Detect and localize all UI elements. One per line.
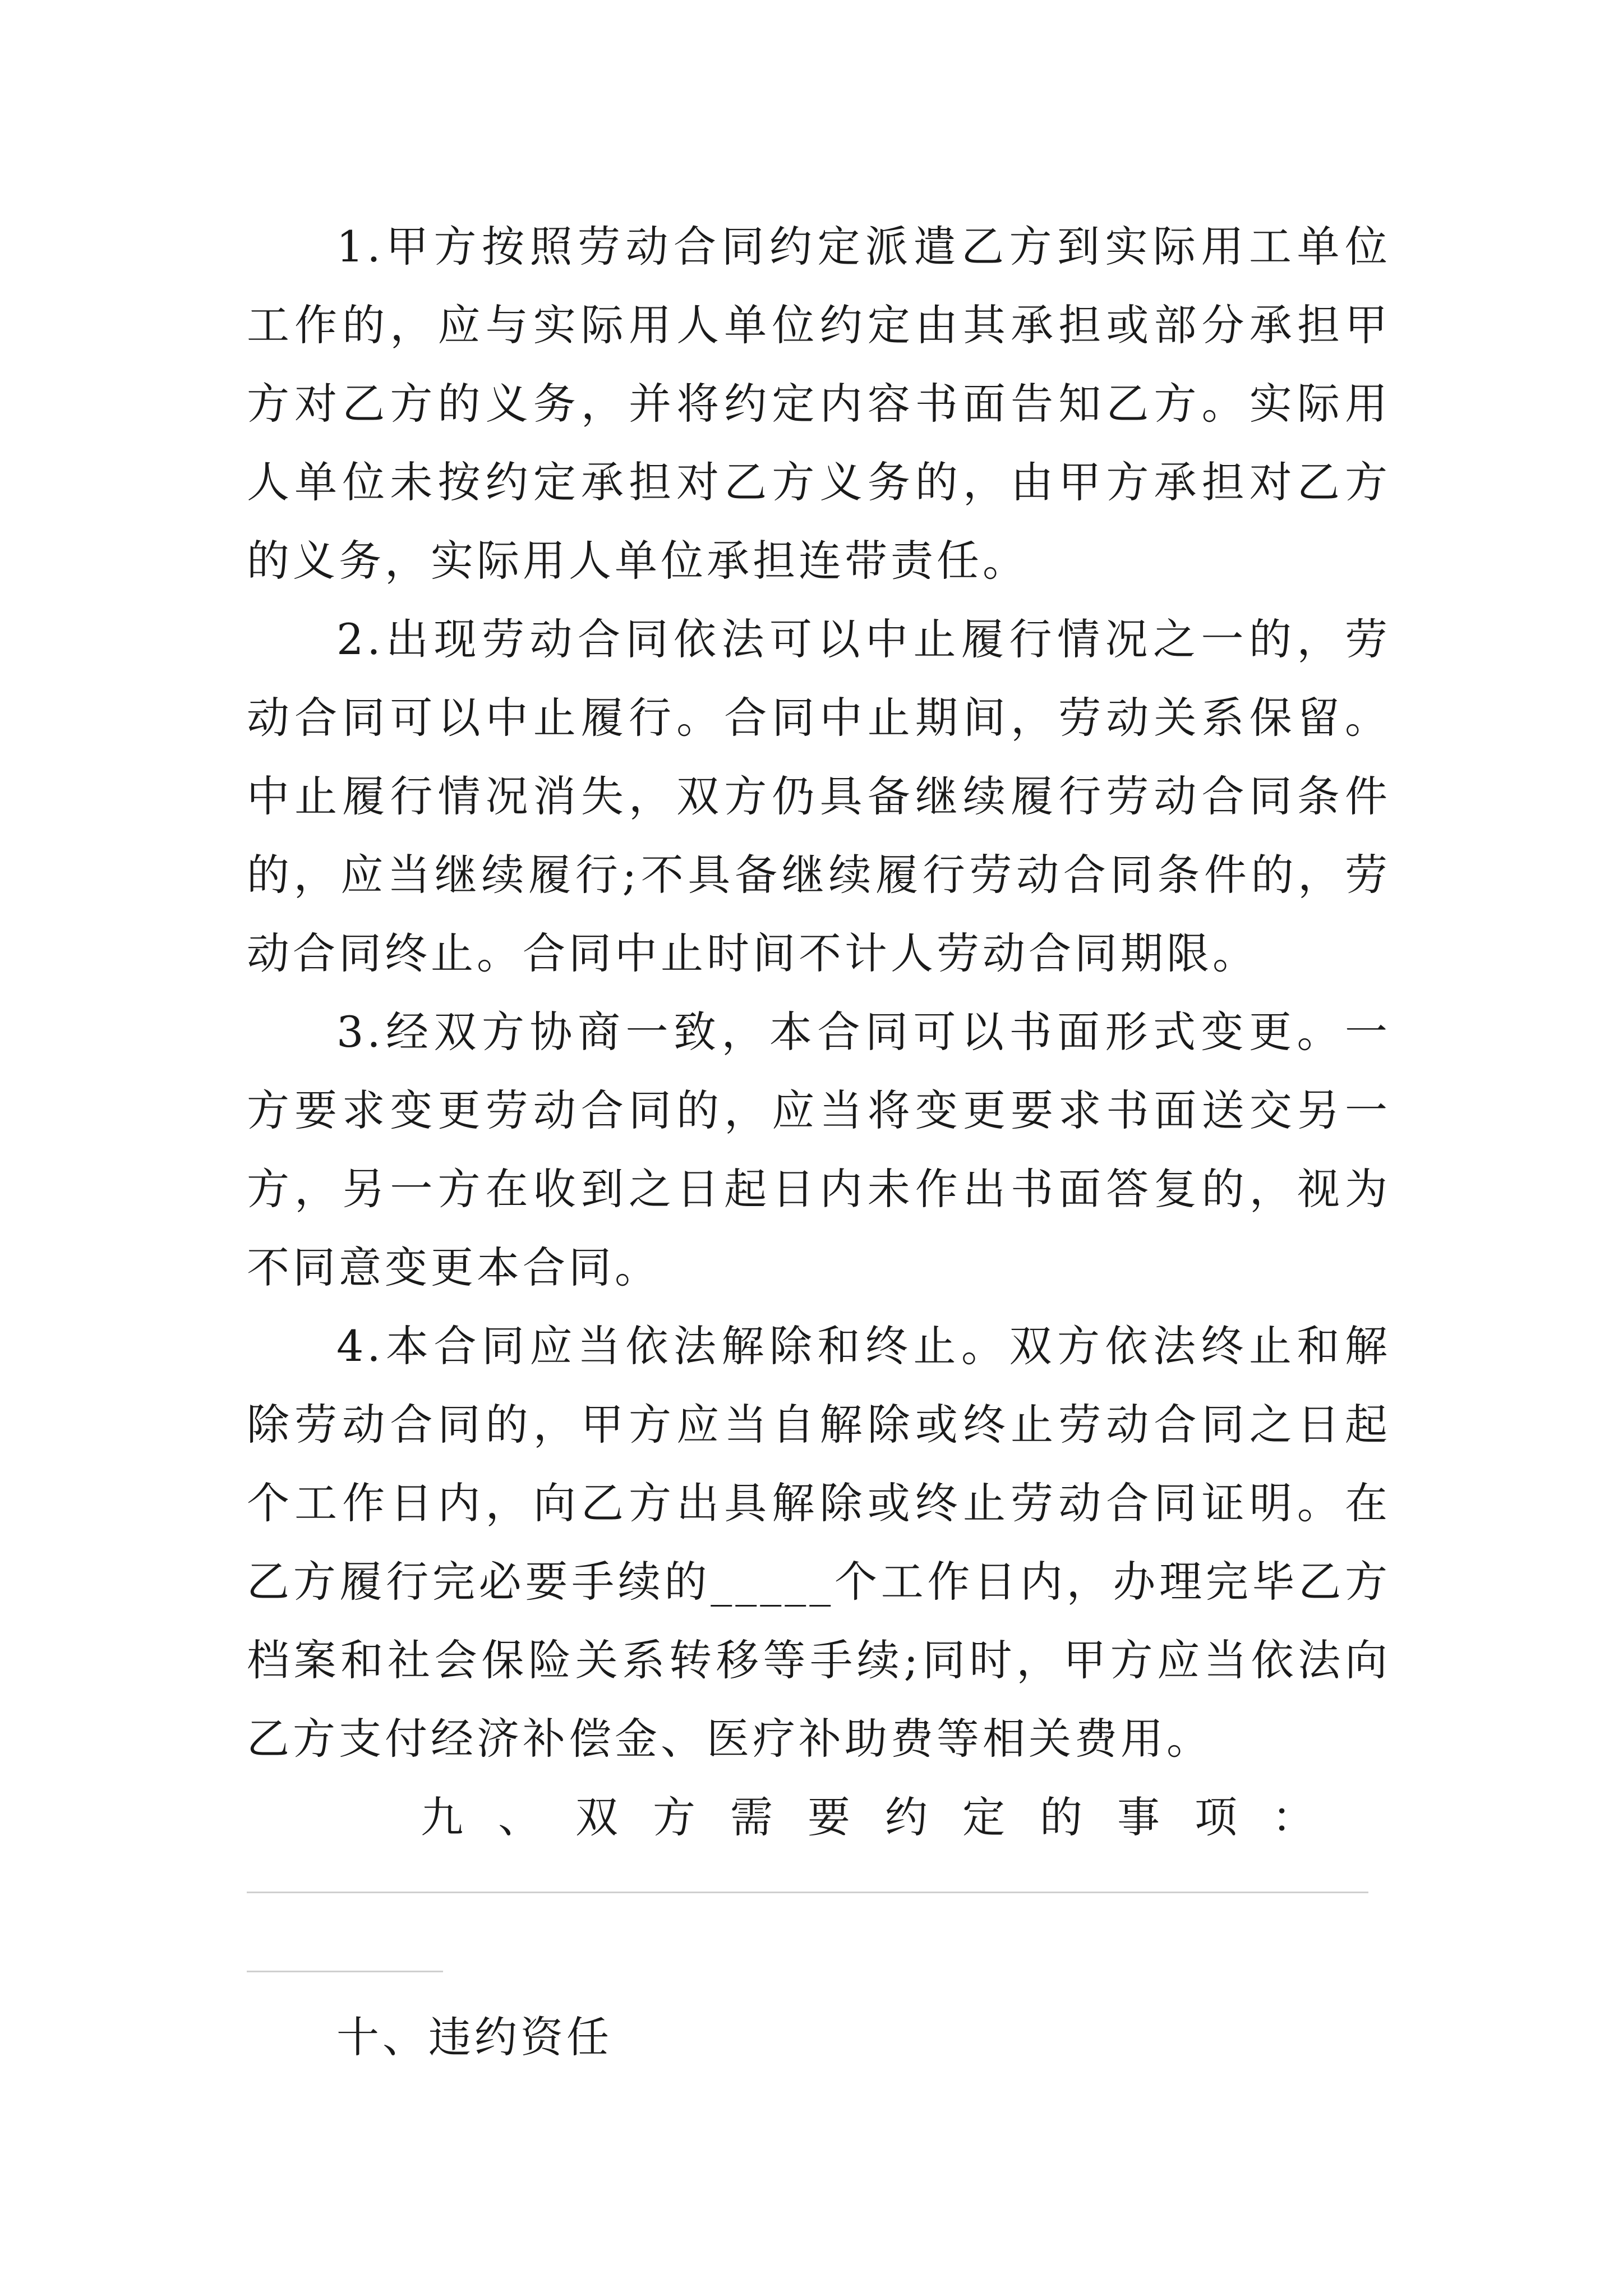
paragraph-3: 3.经双方协商一致，本合同可以书面形式变更。一方要求变更劳动合同的，应当将变更要求书面送交另一方，另一方在收到之日起日内未作出书面答复的，视为不同意变更本合同。 [247, 1007, 1391, 1292]
document-body [247, 208, 1391, 2077]
paragraph-4: 4.本合同应当依法解除和终止。双方依法终止和解除劳动合同的，甲方应当自解除或终止劳动合同之日起个工作日内，向乙方出具解除或终止劳动合同证明。在乙方履行完必要手续的_____个工作日内，办理完毕乙方档案和社会保险关系转移等手续;同时，甲方应当依法向乙方支付经济补偿金、医疗补助费等相关费用。 [247, 1321, 1391, 1764]
paragraph-1: 1.甲方按照劳动合同约定派遣乙方到实际用工单位工作的，应与实际用人单位约定由其承担或部分承担甲方对乙方的义务，并将约定内容书面告知乙方。实际用人单位未按约定承担对乙方义务的，由甲方承担对乙方的义务，实际用人单位承担连带责任。 [247, 222, 1391, 586]
section-10-heading: 十、违约资任 [336, 2012, 612, 2062]
paragraph-2: 2.出现劳动合同依法可以中止履行情况之一的，劳动合同可以中止履行。合同中止期间，劳动关系保留。中止履行情况消失，双方仍具备继续履行劳动合同条件的，应当继续履行;不具备继续履行劳动合同条件的，劳动合同终止。合同中止时间不计人劳动合同期限。 [247, 614, 1391, 978]
section-9-heading: 九、双方需要约定的事项： [421, 1792, 1349, 1842]
blank-line-long [247, 1892, 1368, 1893]
blank-line-short [247, 1971, 443, 1972]
